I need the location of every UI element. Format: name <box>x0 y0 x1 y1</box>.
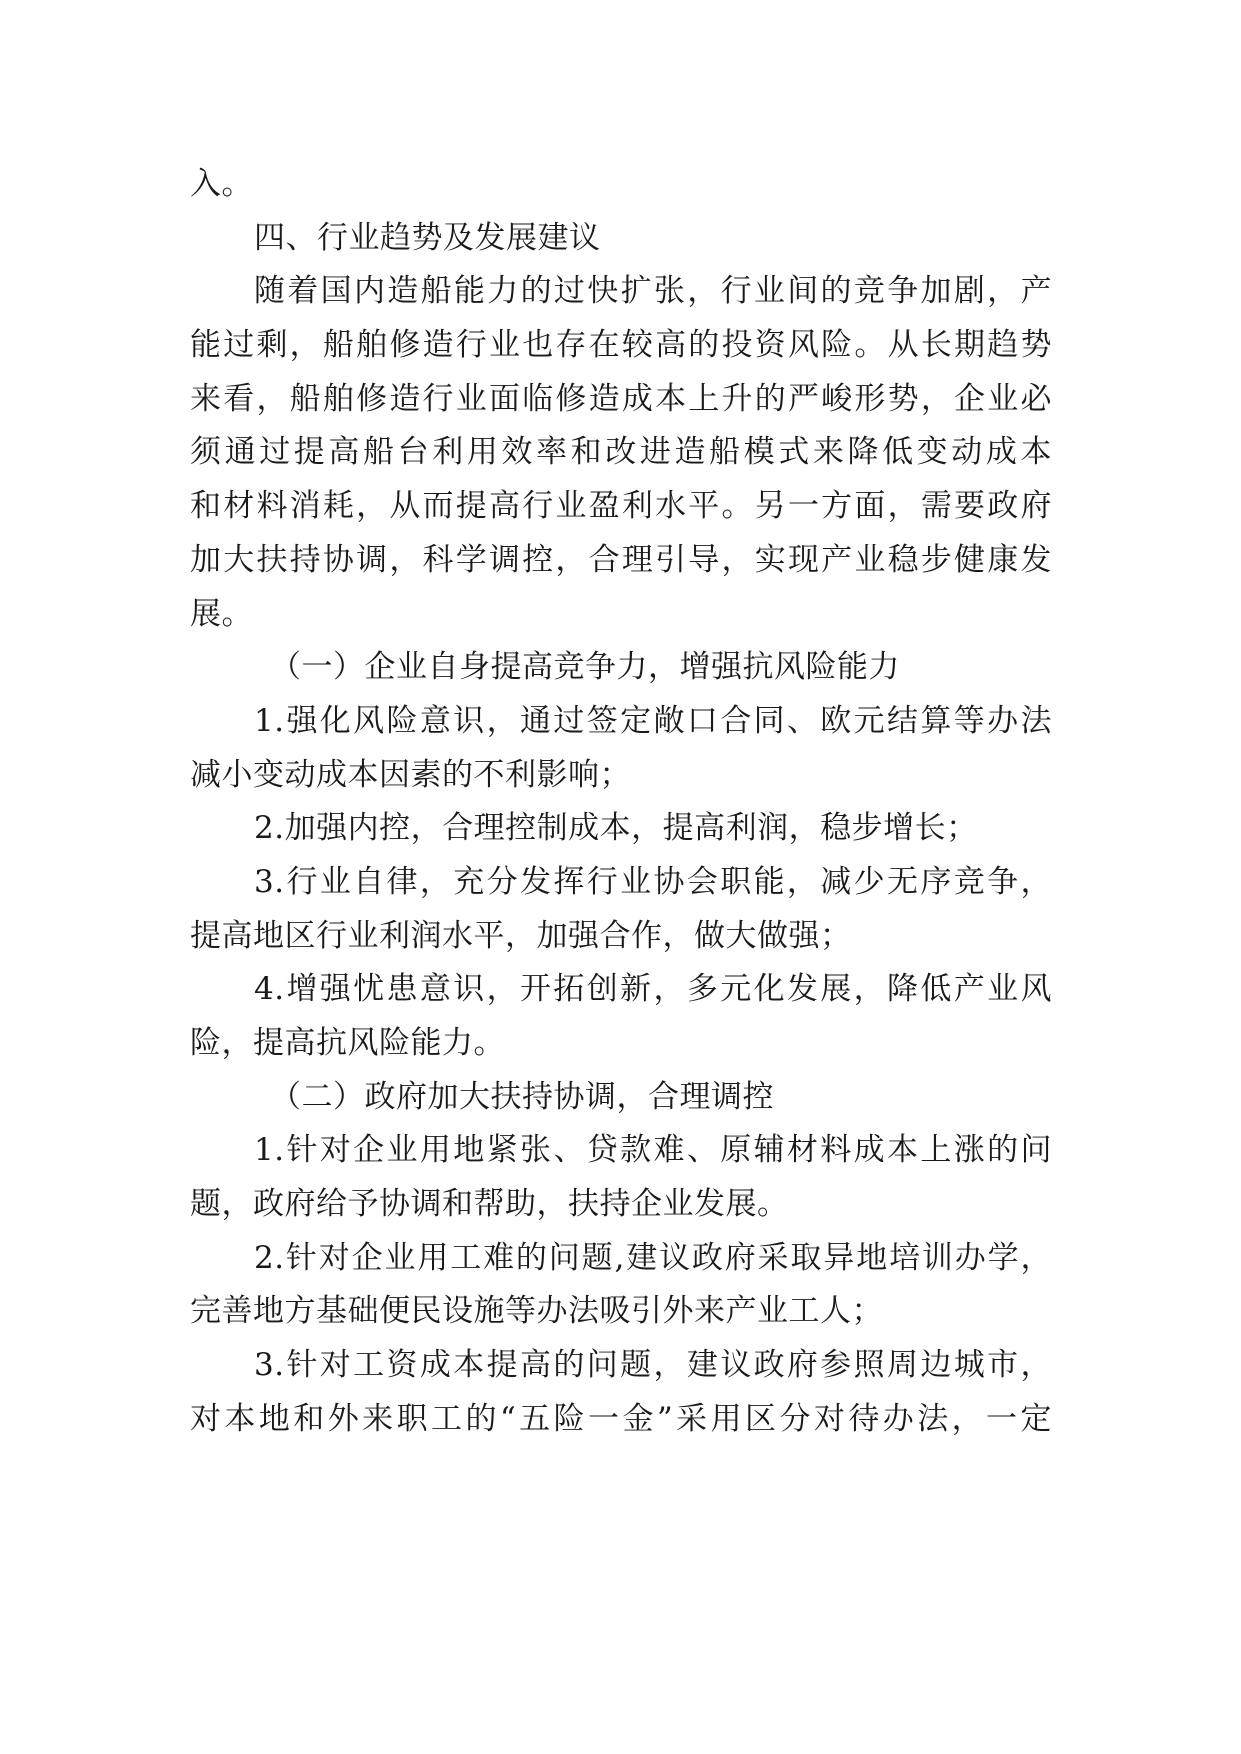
body-text-line: 须通过提高船台利用效率和改进造船模式来降低变动成本 <box>190 434 1052 471</box>
body-text-line: 和材料消耗，从而提高行业盈利水平。另一方面，需要政府 <box>190 488 1052 525</box>
list-item-line: 完善地方基础便民设施等办法吸引外来产业工人； <box>190 1293 883 1330</box>
list-item-line: 4.增强忧患意识，开拓创新，多元化发展，降低产业风 <box>254 971 1052 1008</box>
list-item-line: 对本地和外来职工的“五险一金”采用区分对待办法，一定 <box>190 1400 1052 1437</box>
document-body <box>190 158 1052 1447</box>
section-heading: 四、行业趋势及发展建议 <box>254 219 601 256</box>
list-item-line: 2.针对企业用工难的问题,建议政府采取异地培训办学， <box>254 1239 1052 1276</box>
body-text-line: 随着国内造船能力的过快扩张，行业间的竞争加剧，产 <box>254 273 1052 310</box>
list-item-line: 险，提高抗风险能力。 <box>190 1025 505 1061</box>
list-item-line: 1.针对企业用地紧张、贷款难、原辅材料成本上涨的问 <box>254 1132 1052 1169</box>
body-text-line: 能过剩，船舶修造行业也存在较高的投资风险。从长期趋势 <box>190 327 1052 364</box>
body-text-line: 加大扶持协调，科学调控，合理引导，实现产业稳步健康发 <box>190 541 1052 578</box>
list-item-line: 3.行业自律，充分发挥行业协会职能，减少无序竞争， <box>254 863 1052 900</box>
list-item-line: 1.强化风险意识，通过签定敞口合同、欧元结算等办法 <box>254 702 1052 739</box>
list-item-line: 减小变动成本因素的不利影响； <box>190 756 631 793</box>
body-text-line: 入。 <box>190 166 253 202</box>
body-text-line: 展。 <box>190 595 253 632</box>
subsection-heading: （二）政府加大扶持协调，合理调控 <box>270 1078 774 1115</box>
list-item-line: 题，政府给予协调和帮助，扶持企业发展。 <box>190 1186 789 1223</box>
list-item-line: 提高地区行业利润水平，加强合作，做大做强； <box>190 917 852 954</box>
subsection-heading: （一）企业自身提高竞争力，增强抗风险能力 <box>270 649 900 686</box>
list-item-line: 2.加强内控，合理控制成本，提高利润，稳步增长； <box>254 810 978 847</box>
list-item-line: 3.针对工资成本提高的问题，建议政府参照周边城市， <box>254 1347 1052 1384</box>
body-text-line: 来看，船舶修造行业面临修造成本上升的严峻形势，企业必 <box>190 380 1052 417</box>
